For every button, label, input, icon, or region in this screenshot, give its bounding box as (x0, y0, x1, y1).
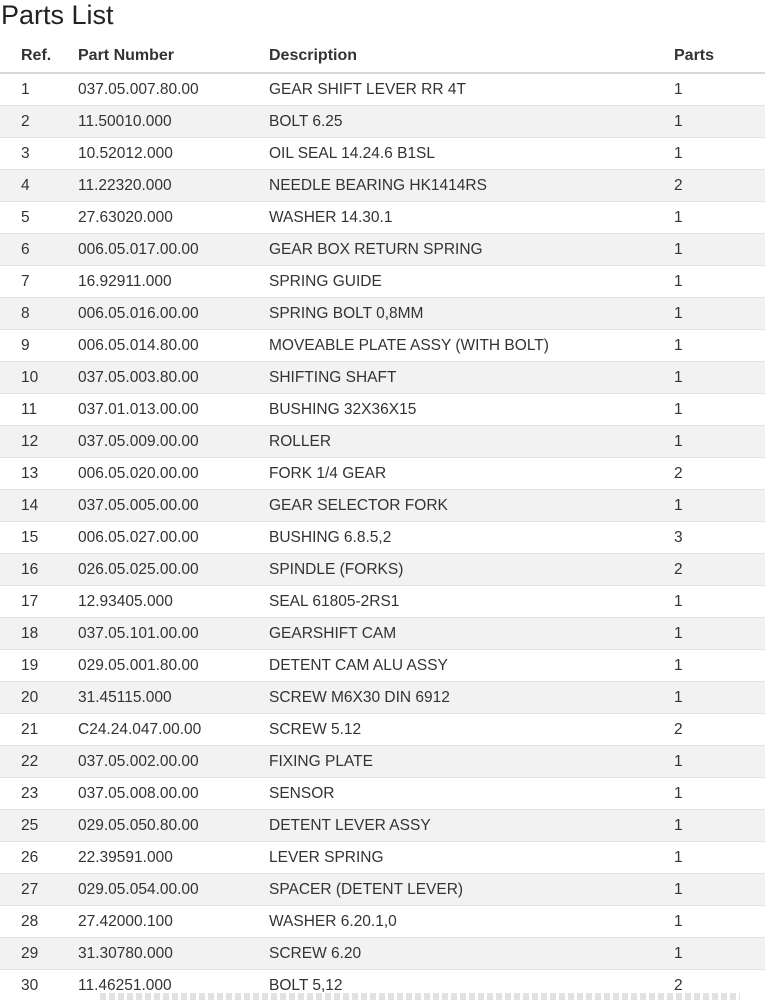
cell-part-number: 16.92911.000 (78, 266, 269, 298)
cell-ref: 8 (0, 298, 78, 330)
cell-part-number: 037.05.009.00.00 (78, 426, 269, 458)
table-row (0, 490, 765, 522)
cell-description: MOVEABLE PLATE ASSY (WITH BOLT) (269, 330, 674, 362)
cell-ref: 1 (0, 73, 78, 106)
cell-description: GEAR BOX RETURN SPRING (269, 234, 674, 266)
cell-ref: 14 (0, 490, 78, 522)
cell-part-number: 27.42000.100 (78, 906, 269, 938)
cell-description: WASHER 14.30.1 (269, 202, 674, 234)
cell-description: SCREW M6X30 DIN 6912 (269, 682, 674, 714)
cell-parts: 1 (674, 298, 765, 330)
cell-part-number: 037.05.005.00.00 (78, 490, 269, 522)
cell-part-number: 029.05.050.80.00 (78, 810, 269, 842)
cell-ref: 19 (0, 650, 78, 682)
cell-part-number: 037.05.007.80.00 (78, 73, 269, 106)
cell-part-number: 006.05.017.00.00 (78, 234, 269, 266)
cell-part-number: 22.39591.000 (78, 842, 269, 874)
table-row (0, 106, 765, 138)
cell-parts: 2 (674, 554, 765, 586)
cell-ref: 27 (0, 874, 78, 906)
cell-ref: 17 (0, 586, 78, 618)
cell-description: SHIFTING SHAFT (269, 362, 674, 394)
cell-parts: 1 (674, 362, 765, 394)
cell-parts: 1 (674, 842, 765, 874)
cell-description: GEAR SELECTOR FORK (269, 490, 674, 522)
cell-description: LEVER SPRING (269, 842, 674, 874)
cell-description: BUSHING 6.8.5,2 (269, 522, 674, 554)
cell-part-number: 006.05.020.00.00 (78, 458, 269, 490)
header-row (0, 40, 765, 73)
cell-parts: 1 (674, 106, 765, 138)
cell-description: BOLT 5,12 (269, 970, 674, 1000)
cell-parts: 1 (674, 618, 765, 650)
cell-part-number: 006.05.016.00.00 (78, 298, 269, 330)
cell-part-number: 029.05.054.00.00 (78, 874, 269, 906)
cell-parts: 1 (674, 138, 765, 170)
cell-part-number: 037.05.101.00.00 (78, 618, 269, 650)
table-row (0, 426, 765, 458)
cell-part-number: 11.50010.000 (78, 106, 269, 138)
table-row (0, 394, 765, 426)
cell-description: BUSHING 32X36X15 (269, 394, 674, 426)
cell-part-number: 12.93405.000 (78, 586, 269, 618)
cell-description: OIL SEAL 14.24.6 B1SL (269, 138, 674, 170)
cell-ref: 21 (0, 714, 78, 746)
cell-part-number: 037.05.008.00.00 (78, 778, 269, 810)
table-body (0, 73, 765, 1000)
cell-ref: 23 (0, 778, 78, 810)
table-row (0, 138, 765, 170)
cell-description: SPRING GUIDE (269, 266, 674, 298)
cell-description: SPACER (DETENT LEVER) (269, 874, 674, 906)
table-row (0, 170, 765, 202)
table-row (0, 73, 765, 106)
table-row (0, 330, 765, 362)
cell-ref: 3 (0, 138, 78, 170)
cell-ref: 20 (0, 682, 78, 714)
cell-parts: 2 (674, 714, 765, 746)
cell-ref: 30 (0, 970, 78, 1000)
cell-ref: 7 (0, 266, 78, 298)
cell-part-number: 029.05.001.80.00 (78, 650, 269, 682)
cell-parts: 1 (674, 938, 765, 970)
table-row (0, 650, 765, 682)
cell-ref: 25 (0, 810, 78, 842)
cell-parts: 1 (674, 394, 765, 426)
cell-part-number: 31.30780.000 (78, 938, 269, 970)
cell-ref: 29 (0, 938, 78, 970)
table-row (0, 522, 765, 554)
cut-off-footer-text (100, 993, 740, 1000)
table-header (0, 40, 765, 73)
column-header-parts: Parts (674, 40, 765, 73)
table-row (0, 778, 765, 810)
table-row (0, 362, 765, 394)
cell-part-number: 006.05.027.00.00 (78, 522, 269, 554)
cell-part-number: 11.22320.000 (78, 170, 269, 202)
cell-description: ROLLER (269, 426, 674, 458)
cell-description: BOLT 6.25 (269, 106, 674, 138)
table-row (0, 618, 765, 650)
cell-ref: 6 (0, 234, 78, 266)
cell-ref: 15 (0, 522, 78, 554)
cell-parts: 2 (674, 970, 765, 1000)
cell-part-number: 037.05.003.80.00 (78, 362, 269, 394)
cell-part-number: C24.24.047.00.00 (78, 714, 269, 746)
cell-description: DETENT CAM ALU ASSY (269, 650, 674, 682)
cell-parts: 1 (674, 234, 765, 266)
cell-description: FIXING PLATE (269, 746, 674, 778)
cell-parts: 1 (674, 266, 765, 298)
cell-ref: 13 (0, 458, 78, 490)
cell-parts: 1 (674, 586, 765, 618)
cell-part-number: 006.05.014.80.00 (78, 330, 269, 362)
cell-ref: 2 (0, 106, 78, 138)
cell-description: SCREW 5.12 (269, 714, 674, 746)
cell-ref: 18 (0, 618, 78, 650)
cell-ref: 28 (0, 906, 78, 938)
cell-ref: 22 (0, 746, 78, 778)
cell-parts: 1 (674, 73, 765, 106)
table-row (0, 202, 765, 234)
cell-description: WASHER 6.20.1,0 (269, 906, 674, 938)
table-row (0, 842, 765, 874)
cell-description: SPRING BOLT 0,8MM (269, 298, 674, 330)
cell-part-number: 27.63020.000 (78, 202, 269, 234)
cell-parts: 1 (674, 810, 765, 842)
cell-part-number: 026.05.025.00.00 (78, 554, 269, 586)
cell-description: GEAR SHIFT LEVER RR 4T (269, 73, 674, 106)
cell-part-number: 31.45115.000 (78, 682, 269, 714)
cell-ref: 11 (0, 394, 78, 426)
column-header-ref: Ref. (0, 40, 78, 73)
table-row (0, 906, 765, 938)
cell-ref: 5 (0, 202, 78, 234)
cell-parts: 1 (674, 906, 765, 938)
cell-parts: 1 (674, 746, 765, 778)
cell-description: FORK 1/4 GEAR (269, 458, 674, 490)
column-header-description: Description (269, 40, 674, 73)
cell-ref: 9 (0, 330, 78, 362)
cell-ref: 10 (0, 362, 78, 394)
cell-ref: 26 (0, 842, 78, 874)
cell-parts: 1 (674, 778, 765, 810)
cell-ref: 16 (0, 554, 78, 586)
cell-parts: 1 (674, 490, 765, 522)
table-row (0, 458, 765, 490)
page-title: Parts List (1, 0, 114, 30)
table-row (0, 746, 765, 778)
cell-description: SENSOR (269, 778, 674, 810)
cell-description: GEARSHIFT CAM (269, 618, 674, 650)
cell-parts: 1 (674, 682, 765, 714)
table-row (0, 714, 765, 746)
cell-description: SCREW 6.20 (269, 938, 674, 970)
cell-parts: 2 (674, 458, 765, 490)
table-row (0, 554, 765, 586)
table-row (0, 874, 765, 906)
cell-parts: 1 (674, 874, 765, 906)
table-row (0, 586, 765, 618)
cell-parts: 2 (674, 170, 765, 202)
table-row (0, 298, 765, 330)
column-header-part-number: Part Number (78, 40, 269, 73)
table-row (0, 938, 765, 970)
cell-parts: 1 (674, 650, 765, 682)
cell-parts: 1 (674, 330, 765, 362)
cell-ref: 4 (0, 170, 78, 202)
table-row (0, 234, 765, 266)
cell-parts: 1 (674, 202, 765, 234)
cell-parts: 3 (674, 522, 765, 554)
parts-table (0, 40, 765, 1000)
cell-part-number: 037.05.002.00.00 (78, 746, 269, 778)
cell-description: NEEDLE BEARING HK1414RS (269, 170, 674, 202)
cell-description: DETENT LEVER ASSY (269, 810, 674, 842)
table-row (0, 266, 765, 298)
cell-parts: 1 (674, 426, 765, 458)
cell-part-number: 11.46251.000 (78, 970, 269, 1000)
cell-part-number: 10.52012.000 (78, 138, 269, 170)
cell-ref: 12 (0, 426, 78, 458)
cell-part-number: 037.01.013.00.00 (78, 394, 269, 426)
cell-description: SPINDLE (FORKS) (269, 554, 674, 586)
cell-description: SEAL 61805-2RS1 (269, 586, 674, 618)
table-row (0, 682, 765, 714)
table-row (0, 810, 765, 842)
